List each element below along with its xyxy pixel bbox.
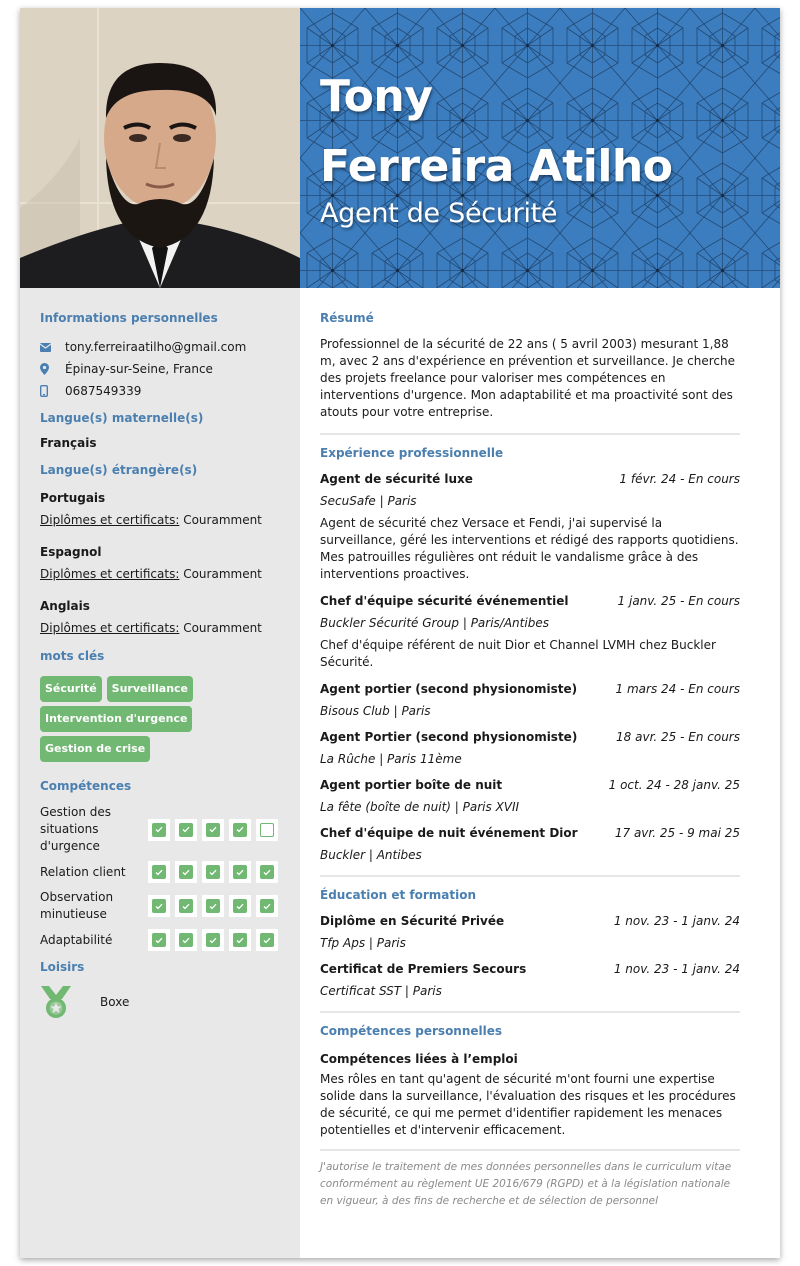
entry-role: Chef d'équipe sécurité événementiel (320, 594, 569, 608)
first-name: Tony (320, 71, 433, 122)
entry-header (320, 961, 740, 977)
section-title-personal-skills: Compétences personnelles (320, 1024, 503, 1038)
header-banner (300, 8, 780, 288)
entry-organization: La Rûche | Paris 11ème (320, 752, 462, 766)
entry-header (320, 825, 740, 841)
checked-checkbox-icon (260, 933, 274, 947)
entry-role: Agent portier boîte de nuit (320, 778, 503, 792)
skill-rating (148, 895, 278, 917)
rating-box (202, 895, 224, 917)
rating-box (256, 819, 278, 841)
rating-box (256, 895, 278, 917)
checked-checkbox-icon (179, 823, 193, 837)
skill-row (40, 861, 280, 883)
summary-text: Professionnel de la sécurité de 22 ans ( 5 avril 2003) mesurant 1,88 m, avec 2 ans d'expérience en prévention et surveillance. Je cherche des projets freelance pour valoriser mes compétences en interventions d'urgence. Mon adaptabilité et ma proactivité sont des atouts pour votre entreprise. (320, 337, 735, 419)
rating-box (229, 861, 251, 883)
skill-row (40, 929, 280, 951)
language-level-label: Diplômes et certificats: (40, 621, 180, 635)
foreign-language-item (40, 544, 280, 582)
envelope-icon (40, 343, 65, 352)
entry-header (320, 593, 740, 609)
rating-box (229, 819, 251, 841)
location-row (40, 358, 280, 380)
checked-checkbox-icon (206, 933, 220, 947)
entry-item (320, 777, 740, 815)
skill-name: Gestion des situations d'urgence (40, 805, 111, 853)
checked-checkbox-icon (152, 933, 166, 947)
entry-item (320, 471, 740, 583)
email-row (40, 336, 280, 358)
checked-checkbox-icon (233, 823, 247, 837)
entry-date: 1 nov. 23 - 1 janv. 24 (613, 914, 740, 928)
entry-role: Agent Portier (second physionomiste) (320, 730, 578, 744)
skill-name: Relation client (40, 864, 126, 879)
section-title-keywords: mots clés (40, 649, 105, 663)
cv-page (20, 8, 780, 1258)
entry-item (320, 961, 740, 999)
entry-organization: Certificat SST | Paris (320, 984, 442, 998)
phone-row (40, 380, 280, 402)
language-name: Portugais (40, 491, 106, 505)
portrait-image (20, 8, 300, 288)
candidate-name (320, 62, 672, 202)
profile-photo (20, 8, 300, 288)
keyword-tag: Intervention d'urgence (40, 706, 192, 732)
rating-box (202, 929, 224, 951)
checked-checkbox-icon (260, 899, 274, 913)
language-name: Anglais (40, 599, 90, 613)
rating-box (256, 929, 278, 951)
skill-name: Adaptabilité (40, 932, 113, 947)
rating-box (175, 929, 197, 951)
divider (320, 1011, 740, 1013)
personal-skills-subtitle: Compétences liées à l’emploi (320, 1052, 518, 1066)
entry-role: Certificat de Premiers Secours (320, 962, 527, 976)
entry-header (320, 777, 740, 793)
language-level-value: Couramment (183, 513, 262, 527)
entry-role: Agent de sécurité luxe (320, 472, 473, 486)
skill-rating (148, 819, 278, 841)
entry-item (320, 729, 740, 767)
checked-checkbox-icon (152, 823, 166, 837)
personal-skills-text: Mes rôles en tant qu'agent de sécurité m'ont fourni une expertise solide dans la surveillance, l'évaluation des risques et les procédures de sécurité, ce qui me permet d'identifier rapidement les menaces potentielles et d'intervenir efficacement. (320, 1072, 736, 1137)
empty-checkbox-icon (260, 823, 274, 837)
checked-checkbox-icon (233, 933, 247, 947)
rating-box (175, 861, 197, 883)
gdpr-consent: J'autorise le traitement de mes données personnelles dans le curriculum vitae conformément au règlement UE 2016/679 (RGPD) et à la législation nationale en vigueur, à des fins de recherche et de sélection de personnel (320, 1161, 732, 1207)
map-marker-icon (40, 363, 65, 375)
entry-date: 18 avr. 25 - En cours (616, 730, 740, 744)
rating-box (148, 861, 170, 883)
language-level-value: Couramment (183, 567, 262, 581)
entry-item (320, 913, 740, 951)
hobby-name: Boxe (100, 995, 130, 1009)
section-title-skills: Compétences (40, 779, 132, 793)
checked-checkbox-icon (206, 823, 220, 837)
entry-date: 1 févr. 24 - En cours (619, 472, 740, 486)
entry-description: Agent de sécurité chez Versace et Fendi, j'ai supervisé la surveillance, géré les interventions et rédigé des rapports quotidiens. Mes patrouilles régulières ont réduit le vandalisme grâce à des interventions proactives. (320, 516, 739, 581)
skill-row (40, 889, 280, 923)
experience-list (320, 471, 740, 863)
rating-box (202, 819, 224, 841)
divider (320, 875, 740, 877)
native-language: Français (40, 436, 97, 450)
entry-header (320, 471, 740, 487)
keyword-tags (40, 676, 240, 762)
rating-box (256, 861, 278, 883)
hobby-item (40, 985, 280, 1019)
entry-organization: Buckler Sécurité Group | Paris/Antibes (320, 616, 549, 630)
entry-date: 1 janv. 25 - En cours (617, 594, 740, 608)
language-level-label: Diplômes et certificats: (40, 567, 180, 581)
last-name: Ferreira Atilho (320, 141, 673, 192)
location-text: Épinay-sur-Seine, France (65, 362, 213, 376)
entry-header (320, 681, 740, 697)
language-level-value: Couramment (183, 621, 262, 635)
sidebar (20, 288, 300, 1258)
entry-role: Chef d'équipe de nuit événement Dior (320, 826, 578, 840)
section-title-foreign-languages: Langue(s) étrangère(s) (40, 463, 198, 477)
entry-item (320, 825, 740, 863)
keyword-tag: Surveillance (107, 676, 193, 702)
entry-organization: SecuSafe | Paris (320, 494, 417, 508)
skills-list (40, 804, 280, 951)
section-title-summary: Résumé (320, 311, 374, 325)
language-name: Espagnol (40, 545, 102, 559)
rating-box (175, 819, 197, 841)
entry-organization: Tfp Aps | Paris (320, 936, 406, 950)
section-title-experience: Expérience professionnelle (320, 446, 504, 460)
foreign-language-item (40, 490, 280, 528)
entry-item (320, 593, 740, 671)
divider (320, 433, 740, 435)
language-level (40, 566, 280, 582)
checked-checkbox-icon (152, 899, 166, 913)
keyword-tag: Sécurité (40, 676, 102, 702)
entry-organization: Buckler | Antibes (320, 848, 422, 862)
entry-item (320, 681, 740, 719)
checked-checkbox-icon (260, 865, 274, 879)
rating-box (148, 819, 170, 841)
section-title-personal-info: Informations personnelles (40, 311, 218, 325)
rating-box (229, 895, 251, 917)
language-level (40, 620, 280, 636)
skill-row (40, 804, 280, 855)
keyword-tag: Gestion de crise (40, 736, 150, 762)
email-text[interactable]: tony.ferreiraatilho@gmail.com (65, 340, 247, 354)
checked-checkbox-icon (206, 899, 220, 913)
rating-box (148, 895, 170, 917)
section-title-native-languages: Langue(s) maternelle(s) (40, 411, 204, 425)
entry-header (320, 729, 740, 745)
education-list (320, 913, 740, 999)
checked-checkbox-icon (179, 865, 193, 879)
entry-date: 1 mars 24 - En cours (615, 682, 740, 696)
section-title-education: Éducation et formation (320, 888, 477, 902)
checked-checkbox-icon (152, 865, 166, 879)
job-title: Agent de Sécurité (320, 198, 558, 229)
entry-role: Agent portier (second physionomiste) (320, 682, 578, 696)
checked-checkbox-icon (206, 865, 220, 879)
medal-icon (40, 985, 100, 1019)
checked-checkbox-icon (179, 899, 193, 913)
checked-checkbox-icon (233, 865, 247, 879)
entry-header (320, 913, 740, 929)
rating-box (175, 895, 197, 917)
entry-description: Chef d'équipe référent de nuit Dior et Channel LVMH chez Buckler Sécurité. (320, 638, 716, 669)
section-title-hobbies: Loisirs (40, 960, 85, 974)
entry-organization: La fête (boîte de nuit) | Paris XVII (320, 800, 520, 814)
entry-date: 1 nov. 23 - 1 janv. 24 (613, 962, 740, 976)
rating-box (148, 929, 170, 951)
skill-name: Observation minutieuse (40, 890, 114, 921)
main-content (300, 288, 780, 1258)
divider (320, 1149, 740, 1151)
entry-role: Diplôme en Sécurité Privée (320, 914, 505, 928)
foreign-language-item (40, 598, 280, 636)
skill-rating (148, 929, 278, 951)
mobile-phone-icon (40, 385, 65, 397)
entry-date: 1 oct. 24 - 28 janv. 25 (608, 778, 740, 792)
checked-checkbox-icon (179, 933, 193, 947)
checked-checkbox-icon (233, 899, 247, 913)
rating-box (202, 861, 224, 883)
language-level (40, 512, 280, 528)
skill-rating (148, 861, 278, 883)
phone-text[interactable]: 0687549339 (65, 384, 142, 398)
rating-box (229, 929, 251, 951)
entry-organization: Bisous Club | Paris (320, 704, 431, 718)
entry-date: 17 avr. 25 - 9 mai 25 (614, 826, 740, 840)
language-level-label: Diplômes et certificats: (40, 513, 180, 527)
